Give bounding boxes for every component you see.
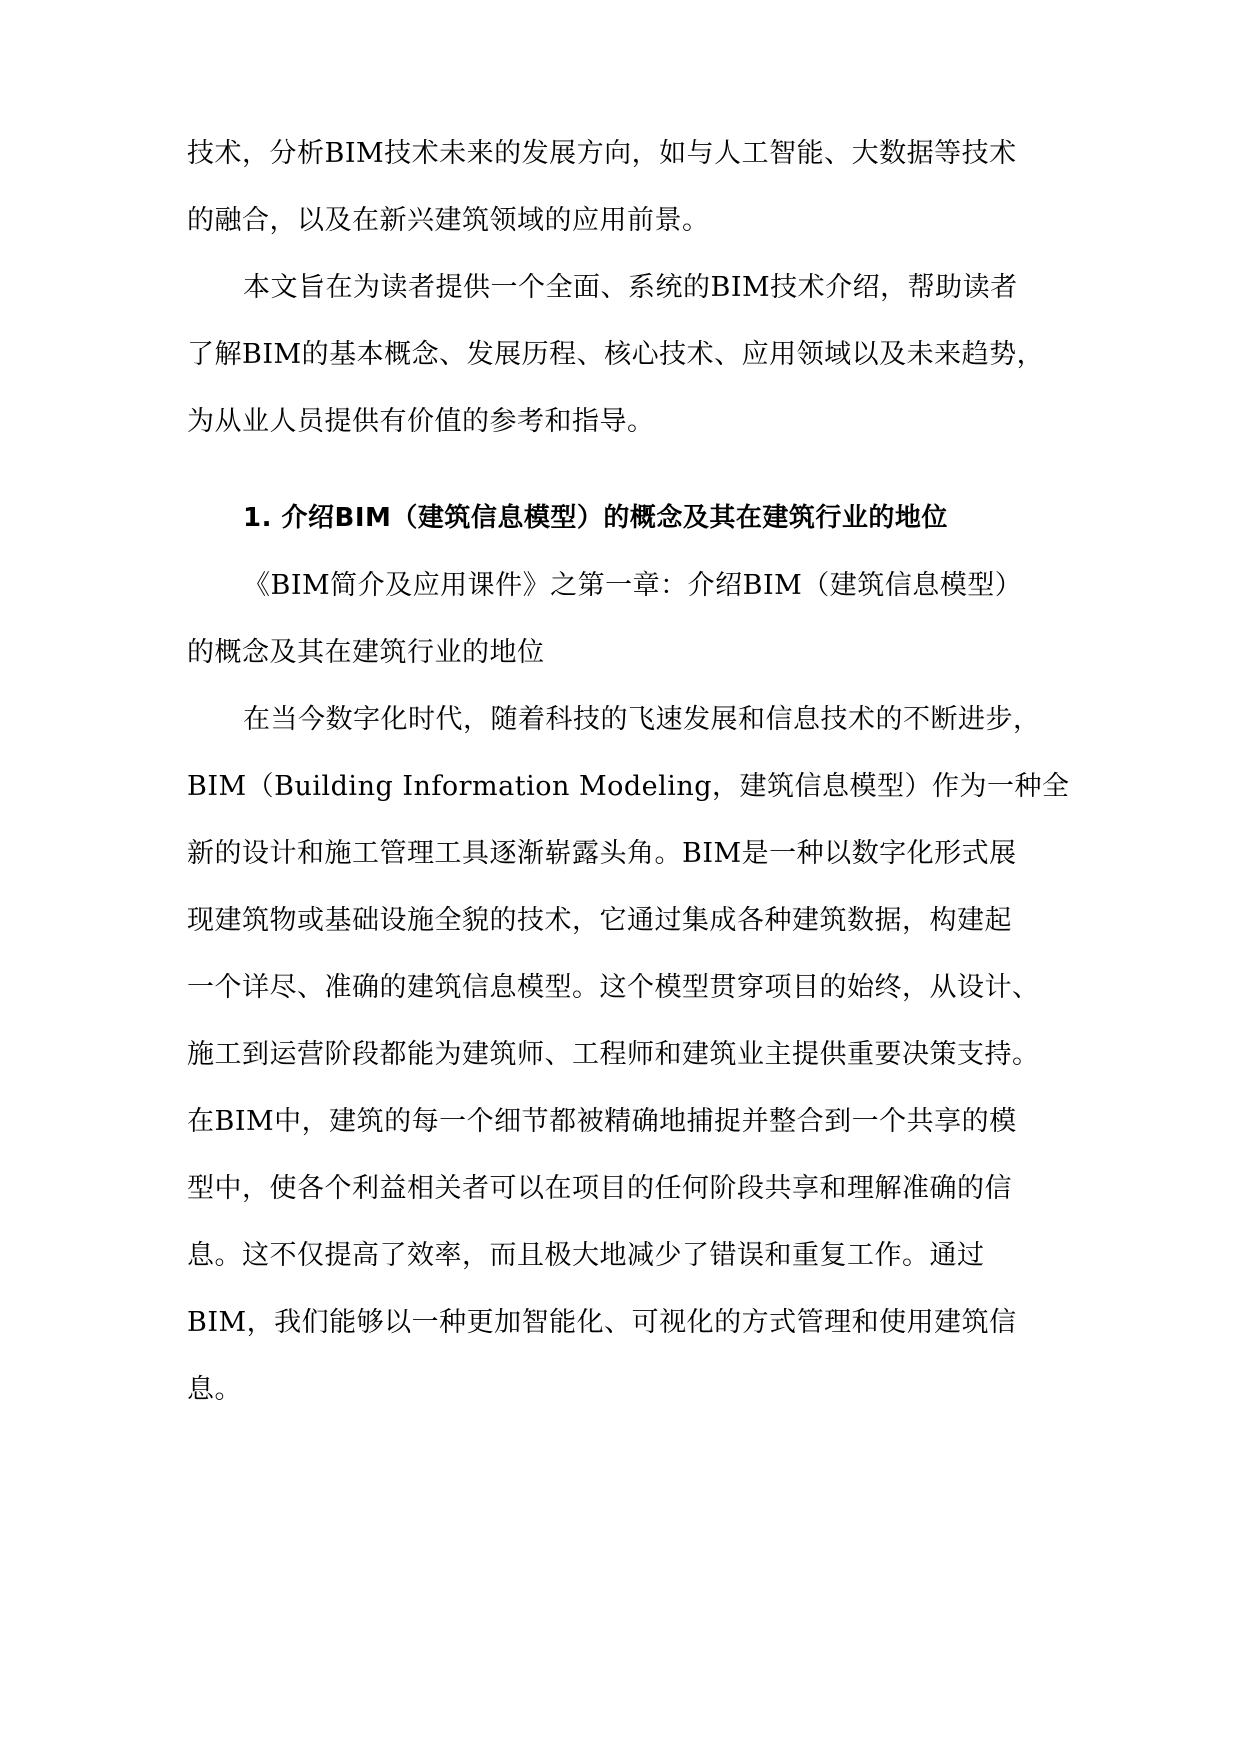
body-text-line: 息。 [187,1374,242,1405]
body-text-line: 新的设计和施工管理工具逐渐崭露头角。BIM是一种以数字化形式展 [187,838,1017,869]
body-text-line: BIM（Building Information Modeling，建筑信息模型）作为一种全 [187,771,1070,802]
body-text-line: 《BIM简介及应用课件》之第一章：介绍BIM（建筑信息模型） [243,570,1023,601]
body-text-line: 在BIM中，建筑的每一个细节都被精确地捕捉并整合到一个共享的模 [187,1106,1017,1137]
body-text-line: 的概念及其在建筑行业的地位 [187,637,545,668]
body-text-line: 本文旨在为读者提供一个全面、系统的BIM技术介绍，帮助读者 [243,272,1018,303]
body-text-line: BIM，我们能够以一种更加智能化、可视化的方式管理和使用建筑信 [187,1307,1017,1338]
body-text-line: 现建筑物或基础设施全貌的技术，它通过集成各种建筑数据，构建起 [187,905,1012,936]
body-text-line: 息。这不仅提高了效率，而且极大地减少了错误和重复工作。通过 [187,1240,985,1271]
body-text-line: 的融合，以及在新兴建筑领域的应用前景。 [187,205,710,236]
body-text-line: 施工到运营阶段都能为建筑师、工程师和建筑业主提供重要决策支持。 [187,1039,1040,1070]
body-text-line: 技术，分析BIM技术未来的发展方向，如与人工智能、大数据等技术 [187,138,1017,169]
section-heading: 1. 介绍BIM（建筑信息模型）的概念及其在建筑行业的地位 [243,503,948,533]
body-text-line: 型中，使各个利益相关者可以在项目的任何阶段共享和理解准确的信 [187,1173,1012,1204]
body-text-line: 了解BIM的基本概念、发展历程、核心技术、应用领域以及未来趋势， [187,339,1045,370]
body-text-line: 一个详尽、准确的建筑信息模型。这个模型贯穿项目的始终，从设计、 [187,972,1040,1003]
body-text-line: 在当今数字化时代，随着科技的飞速发展和信息技术的不断进步， [243,704,1041,735]
body-text-line: 为从业人员提供有价值的参考和指导。 [187,406,655,437]
